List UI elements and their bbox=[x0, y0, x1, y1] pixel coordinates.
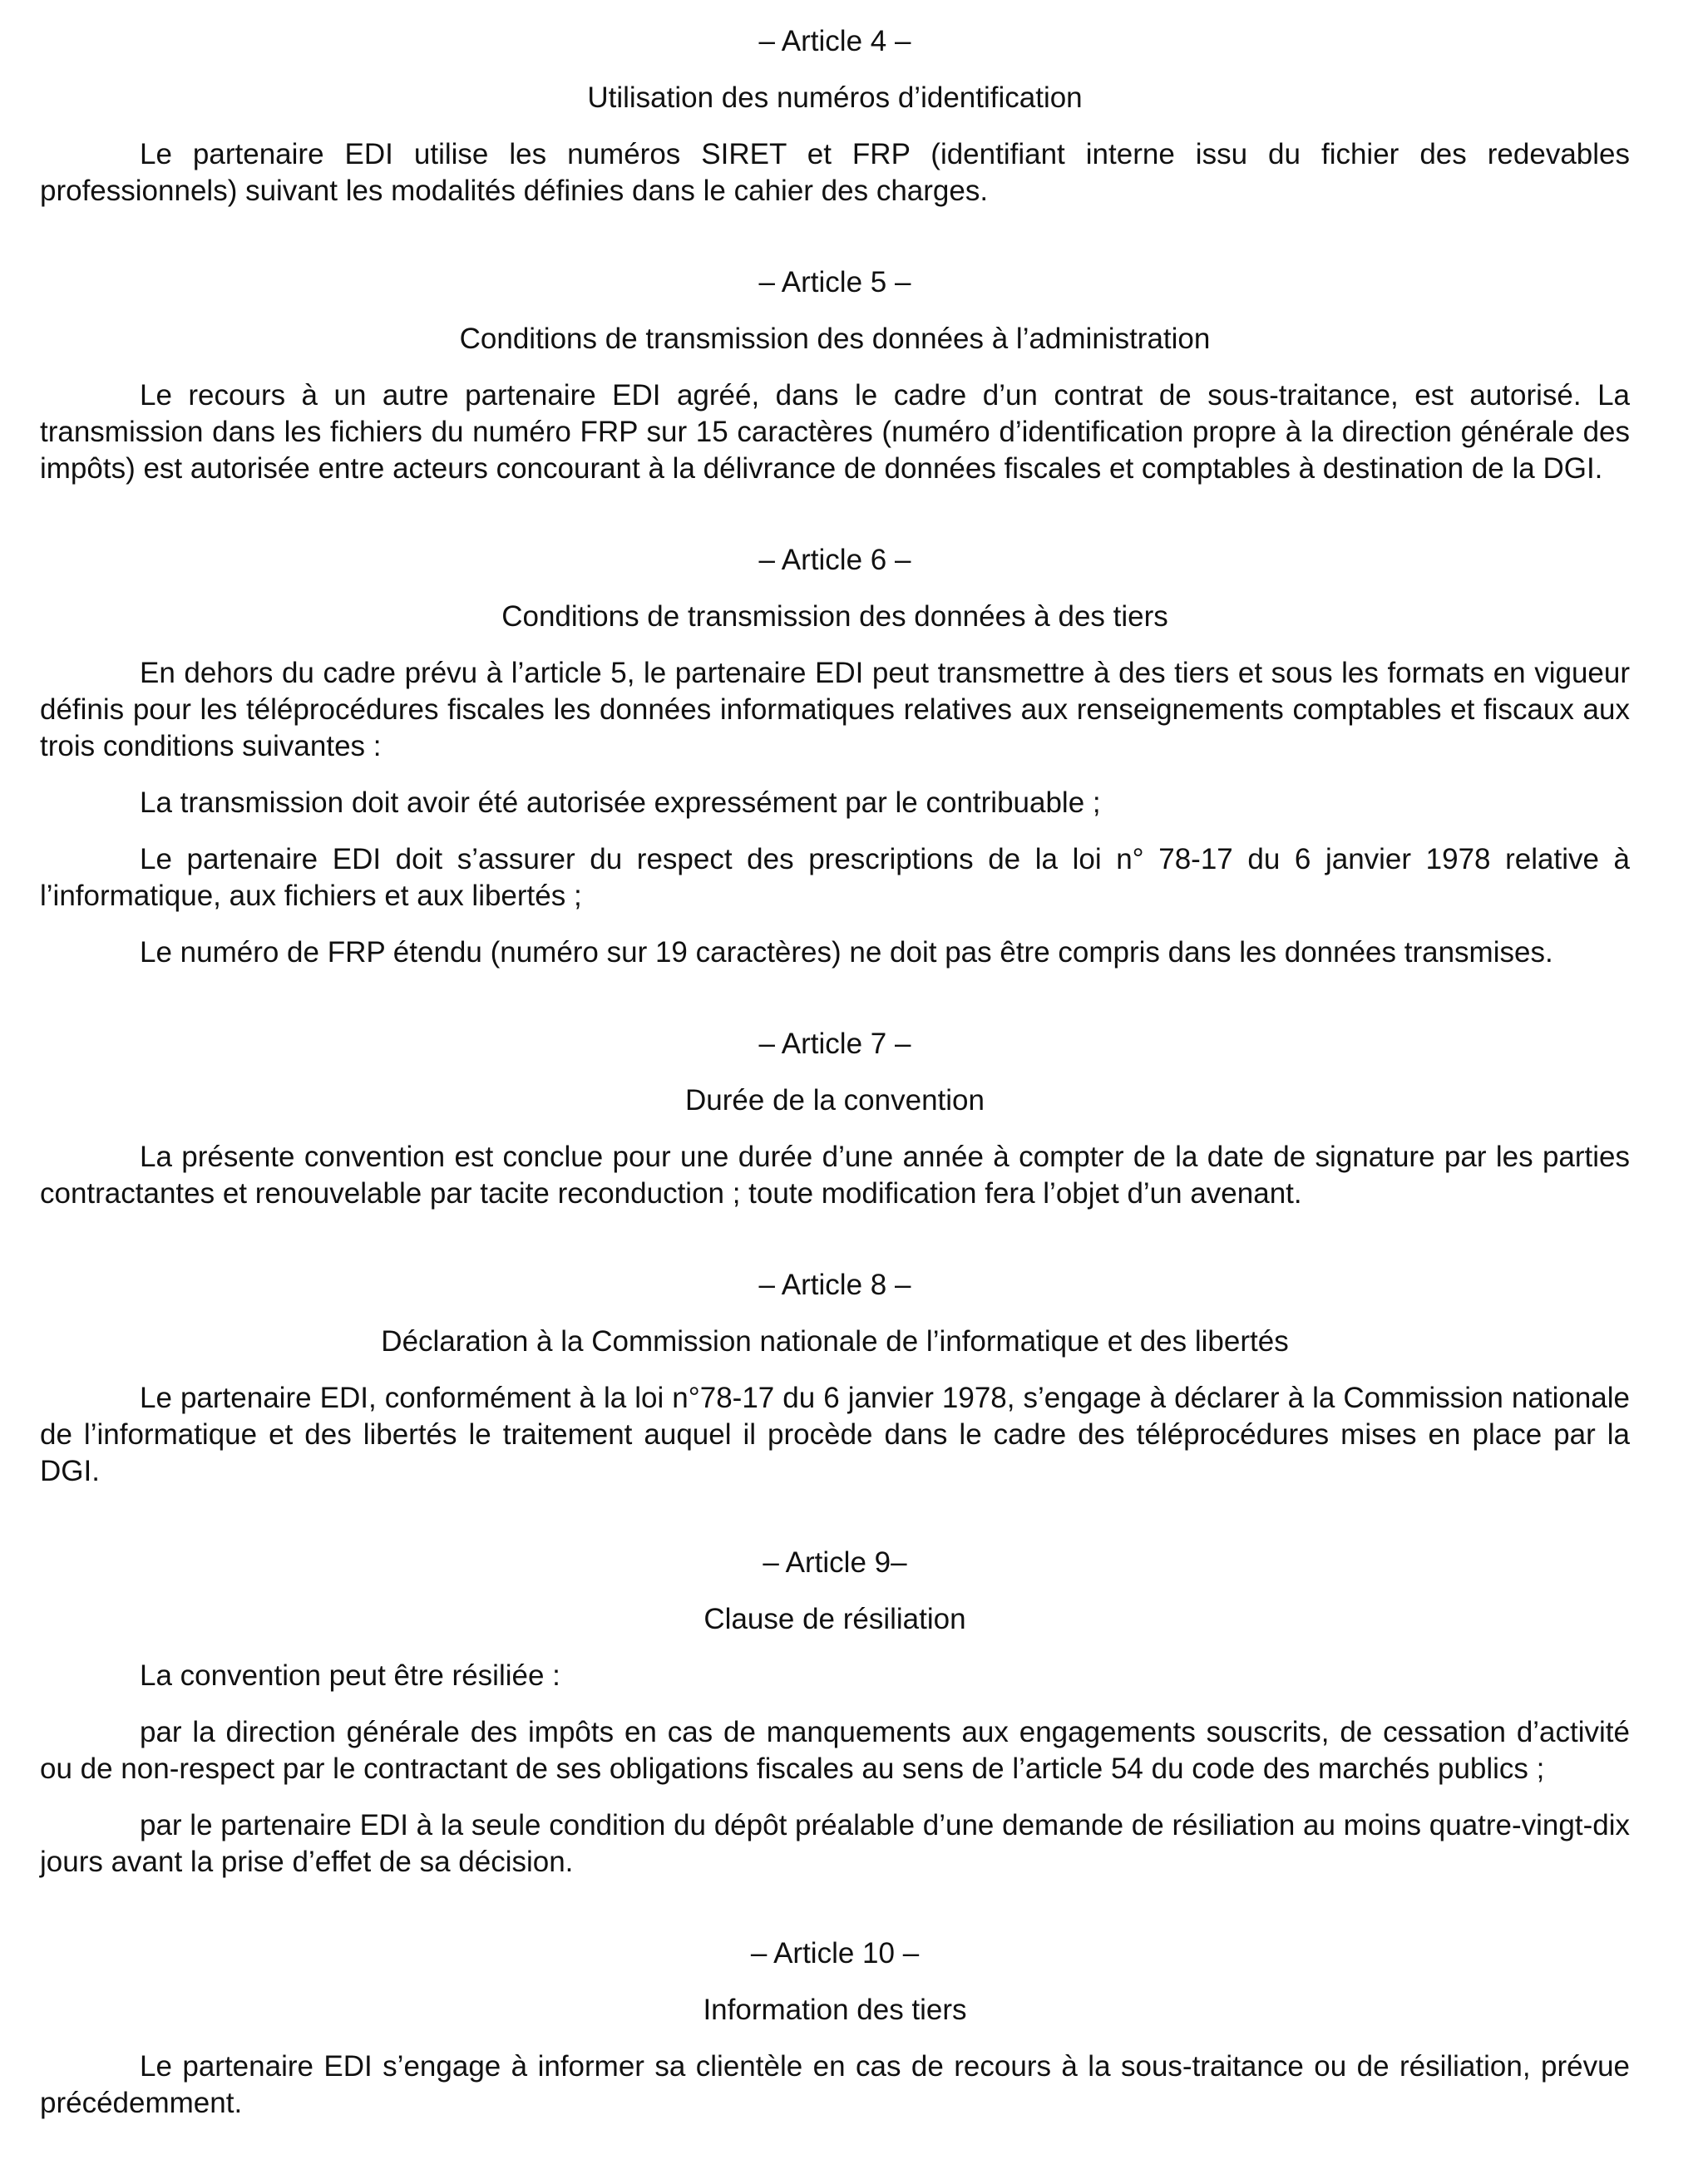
article-7 bbox=[40, 1026, 1630, 1212]
article-title: Utilisation des numéros d’identification bbox=[587, 81, 1083, 114]
article-paragraph: Le partenaire EDI s’engage à informer sa clientèle en cas de recours à la sous-traitance ou de résiliation, prévue précédemment. bbox=[40, 2050, 1630, 2119]
article-5 bbox=[40, 264, 1630, 487]
article-6 bbox=[40, 542, 1630, 971]
document-page bbox=[40, 23, 1630, 2177]
article-paragraph: Le recours à un autre partenaire EDI agréé, dans le cadre d’un contrat de sous-traitance, est autorisé. La transmission dans les fichiers du numéro FRP sur 15 caractères (numéro d’identification propre à la direction générale des impôts) est autorisée entre acteurs concourant à la délivrance de données fiscales et comptables à destination de la DGI. bbox=[40, 379, 1630, 485]
article-paragraph: La convention peut être résiliée : bbox=[140, 1659, 560, 1692]
article-paragraph: Le partenaire EDI doit s’assurer du respect des prescriptions de la loi n° 78-17 du 6 janvier 1978 relative à l’informatique, aux fichiers et aux libertés ; bbox=[40, 843, 1630, 912]
article-number: – Article 9– bbox=[763, 1546, 907, 1579]
article-paragraph: La transmission doit avoir été autorisée expressément par le contribuable ; bbox=[140, 786, 1101, 819]
article-number: – Article 5 – bbox=[758, 266, 911, 298]
article-title: Déclaration à la Commission nationale de l’informatique et des libertés bbox=[381, 1325, 1289, 1358]
article-paragraph: par le partenaire EDI à la seule condition du dépôt préalable d’une demande de résiliation au moins quatre-vingt-dix jours avant la prise d’effet de sa décision. bbox=[40, 1809, 1630, 1878]
article-paragraph: Le partenaire EDI utilise les numéros SIRET et FRP (identifiant interne issu du fichier des redevables professionnels) suivant les modalités définies dans le cahier des charges. bbox=[40, 138, 1630, 207]
article-number: – Article 6 – bbox=[758, 544, 911, 576]
article-number: – Article 10 – bbox=[750, 1937, 920, 1970]
article-paragraph: Le numéro de FRP étendu (numéro sur 19 caractères) ne doit pas être compris dans les données transmises. bbox=[140, 936, 1553, 969]
article-title: Conditions de transmission des données à l’administration bbox=[459, 323, 1211, 355]
article-9 bbox=[40, 1545, 1630, 1881]
article-title: Conditions de transmission des données à des tiers bbox=[501, 600, 1168, 633]
article-paragraph: En dehors du cadre prévu à l’article 5, le partenaire EDI peut transmettre à des tiers et sous les formats en vigueur définis pour les téléprocédures fiscales les données informatiques relatives aux renseignements comptables et fiscaux aux trois conditions suivantes : bbox=[40, 657, 1630, 762]
article-paragraph: par la direction générale des impôts en cas de manquements aux engagements souscrits, de cessation d’activité ou de non-respect par le contractant de ses obligations fiscales au sens de l’article 54 du code des marchés publics ; bbox=[40, 1716, 1630, 1785]
article-paragraph: Le partenaire EDI, conformément à la loi n°78-17 du 6 janvier 1978, s’engage à déclarer à la Commission nationale de l’informatique et des libertés le traitement auquel il procède dans le cadre des téléprocédures mises en place par la DGI. bbox=[40, 1382, 1630, 1487]
article-title: Information des tiers bbox=[703, 1994, 967, 2026]
article-4 bbox=[40, 23, 1630, 210]
article-title: Clause de résiliation bbox=[703, 1603, 966, 1635]
article-paragraph: La présente convention est conclue pour une durée d’une année à compter de la date de signature par les parties contractantes et renouvelable par tacite reconduction ; toute modification fera l’objet d’un avenant. bbox=[40, 1141, 1630, 1210]
article-number: – Article 4 – bbox=[758, 25, 911, 57]
article-10 bbox=[40, 1935, 1630, 2122]
article-number: – Article 7 – bbox=[758, 1028, 911, 1060]
article-title: Durée de la convention bbox=[685, 1084, 985, 1117]
article-number: – Article 8 – bbox=[758, 1269, 911, 1301]
article-8 bbox=[40, 1267, 1630, 1490]
